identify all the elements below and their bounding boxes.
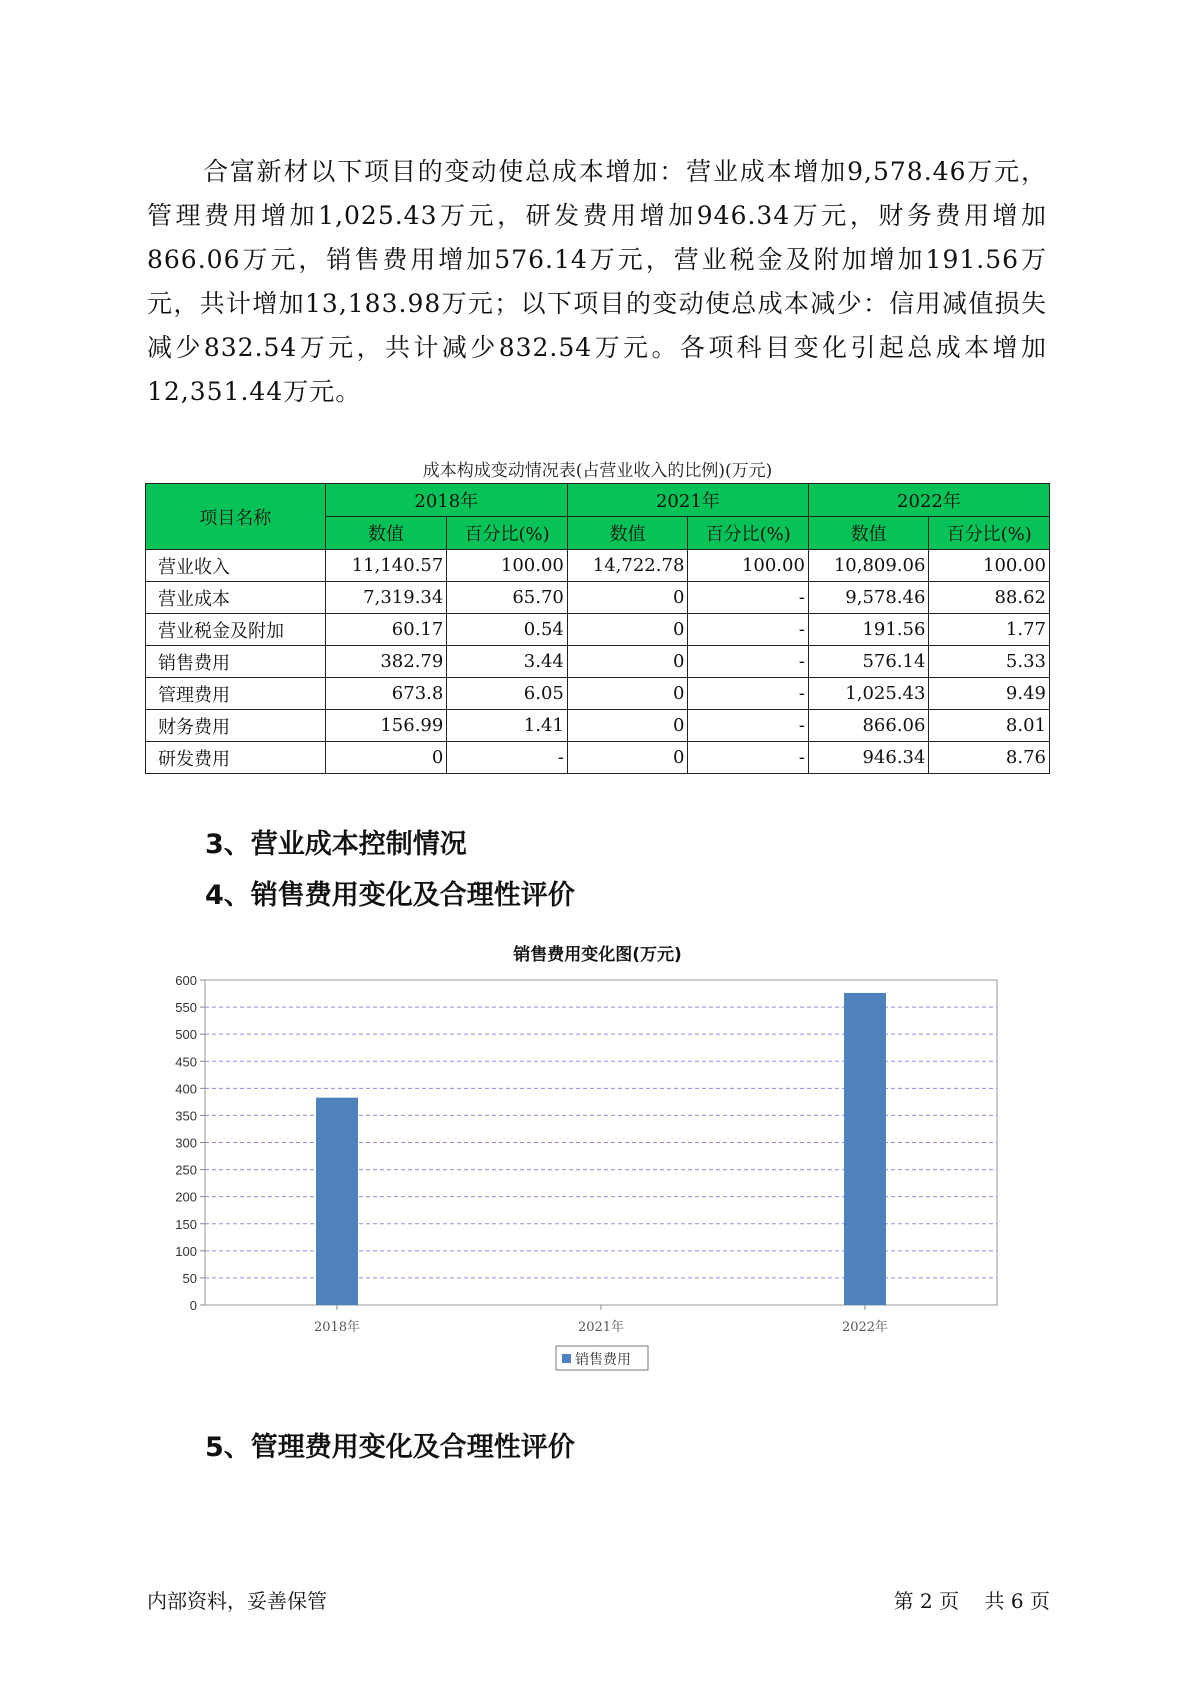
footer-confidential-note: 内部资料，妥善保管 bbox=[147, 1589, 327, 1613]
section-heading-cost-control: 3、营业成本控制情况 bbox=[205, 829, 467, 860]
row-label: 营业税金及附加 bbox=[146, 614, 326, 646]
header-value: 数值 bbox=[325, 517, 447, 550]
y-tick-label: 50 bbox=[182, 1270, 197, 1286]
y-tick-label: 250 bbox=[175, 1162, 197, 1178]
row-label: 财务费用 bbox=[146, 710, 326, 742]
row-label: 管理费用 bbox=[146, 678, 326, 710]
table-cell: 946.34 bbox=[808, 742, 929, 774]
table-cell: 1.77 bbox=[929, 614, 1050, 646]
y-tick-label: 100 bbox=[175, 1243, 197, 1259]
table-cell: 9,578.46 bbox=[808, 582, 929, 614]
header-value: 数值 bbox=[567, 517, 688, 550]
total-prefix: 共 bbox=[984, 1589, 1005, 1613]
table-cell: 0 bbox=[567, 678, 688, 710]
table-cell: 0 bbox=[567, 742, 688, 774]
table-cell: 100.00 bbox=[447, 550, 568, 582]
table-cell: - bbox=[688, 710, 809, 742]
legend-swatch bbox=[562, 1354, 571, 1363]
table-cell: 866.06 bbox=[808, 710, 929, 742]
table-cell: 0 bbox=[325, 742, 447, 774]
table-cell: 11,140.57 bbox=[325, 550, 447, 582]
header-percent: 百分比(%) bbox=[929, 517, 1050, 550]
sales-expense-bar-chart bbox=[150, 965, 1050, 1395]
header-year: 2021年 bbox=[567, 484, 808, 517]
legend-label: 销售费用 bbox=[575, 1352, 631, 1368]
table-cell: 3.44 bbox=[447, 646, 568, 678]
table-cell: 382.79 bbox=[325, 646, 447, 678]
header-year: 2018年 bbox=[325, 484, 567, 517]
x-tick-label: 2018年 bbox=[313, 1320, 361, 1335]
table-cell: 60.17 bbox=[325, 614, 447, 646]
y-tick-label: 450 bbox=[175, 1054, 197, 1070]
table-cell: 0 bbox=[567, 646, 688, 678]
table-cell: 14,722.78 bbox=[567, 550, 688, 582]
row-label: 营业成本 bbox=[146, 582, 326, 614]
table-row bbox=[146, 646, 1050, 678]
table-cell: 100.00 bbox=[688, 550, 809, 582]
y-tick-label: 400 bbox=[175, 1081, 197, 1097]
table-cell: 0 bbox=[567, 614, 688, 646]
table-cell: 8.76 bbox=[929, 742, 1050, 774]
table-cell: 8.01 bbox=[929, 710, 1050, 742]
table-cell: 88.62 bbox=[929, 582, 1050, 614]
table-cell: 9.49 bbox=[929, 678, 1050, 710]
y-tick-label: 600 bbox=[175, 973, 197, 988]
y-tick-label: 200 bbox=[175, 1189, 197, 1205]
y-tick-label: 0 bbox=[189, 1298, 197, 1313]
table-cell: - bbox=[447, 742, 568, 774]
table-body bbox=[146, 550, 1050, 774]
y-tick-label: 150 bbox=[175, 1216, 197, 1232]
bar bbox=[316, 1098, 358, 1305]
table-cell: 576.14 bbox=[808, 646, 929, 678]
y-tick-label: 500 bbox=[175, 1027, 197, 1043]
table-cell: 673.8 bbox=[325, 678, 447, 710]
x-tick-label: 2022年 bbox=[841, 1320, 889, 1335]
table-cell: 191.56 bbox=[808, 614, 929, 646]
y-tick-label: 550 bbox=[175, 1000, 197, 1016]
table-cell: - bbox=[688, 678, 809, 710]
table-cell: 10,809.06 bbox=[808, 550, 929, 582]
header-percent: 百分比(%) bbox=[447, 517, 568, 550]
table-cell: 100.00 bbox=[929, 550, 1050, 582]
table-cell: 5.33 bbox=[929, 646, 1050, 678]
table-row bbox=[146, 678, 1050, 710]
table-caption: 成本构成变动情况表(占营业收入的比例)(万元) bbox=[422, 461, 773, 481]
header-item-name: 项目名称 bbox=[146, 484, 326, 550]
chart-title: 销售费用变化图(万元) bbox=[513, 945, 682, 965]
table-cell: 65.70 bbox=[447, 582, 568, 614]
header-percent: 百分比(%) bbox=[688, 517, 809, 550]
table-row bbox=[146, 582, 1050, 614]
total-unit: 页 bbox=[1030, 1589, 1050, 1613]
table-cell: 1,025.43 bbox=[808, 678, 929, 710]
table-cell: 6.05 bbox=[447, 678, 568, 710]
header-value: 数值 bbox=[808, 517, 929, 550]
bar bbox=[844, 993, 886, 1305]
row-label: 营业收入 bbox=[146, 550, 326, 582]
total-num: 6 bbox=[1010, 1589, 1024, 1613]
header-year: 2022年 bbox=[808, 484, 1049, 517]
y-tick-label: 300 bbox=[175, 1135, 197, 1151]
table-cell: 7,319.34 bbox=[325, 582, 447, 614]
table-row bbox=[146, 742, 1050, 774]
cost-structure-table bbox=[145, 483, 1050, 774]
footer-page-number bbox=[894, 1585, 1050, 1614]
table-cell: 0.54 bbox=[447, 614, 568, 646]
x-tick-label: 2021年 bbox=[577, 1320, 625, 1335]
y-tick-label: 350 bbox=[175, 1108, 197, 1124]
table-row bbox=[146, 710, 1050, 742]
page-prefix: 第 bbox=[893, 1589, 914, 1613]
summary-paragraph: 合富新材以下项目的变动使总成本增加：营业成本增加9,578.46万元，管理费用增加1,025.43万元，研发费用增加946.34万元，财务费用增加866.06万元，销售费用增加576.14万元，营业税金及附加增加191.56万元，共计增加13,183.98万元；以下项目的变动使总成本减少：信用减值损失减少832.54万元，共计减少832.54万元。各项科目变化引起总成本增加12,351.44万元。 bbox=[147, 157, 1047, 406]
table-cell: 1.41 bbox=[447, 710, 568, 742]
table-cell: 156.99 bbox=[325, 710, 447, 742]
page-unit: 页 bbox=[939, 1589, 960, 1613]
table-cell: - bbox=[688, 646, 809, 678]
table-cell: 0 bbox=[567, 582, 688, 614]
table-cell: - bbox=[688, 614, 809, 646]
table-cell: - bbox=[688, 582, 809, 614]
row-label: 研发费用 bbox=[146, 742, 326, 774]
table-cell: 0 bbox=[567, 710, 688, 742]
section-heading-sales-expense: 4、销售费用变化及合理性评价 bbox=[205, 880, 575, 911]
table-row bbox=[146, 614, 1050, 646]
row-label: 销售费用 bbox=[146, 646, 326, 678]
table-row bbox=[146, 550, 1050, 582]
table-cell: - bbox=[688, 742, 809, 774]
section-heading-admin-expense: 5、管理费用变化及合理性评价 bbox=[205, 1432, 575, 1463]
page-num: 2 bbox=[920, 1589, 933, 1613]
